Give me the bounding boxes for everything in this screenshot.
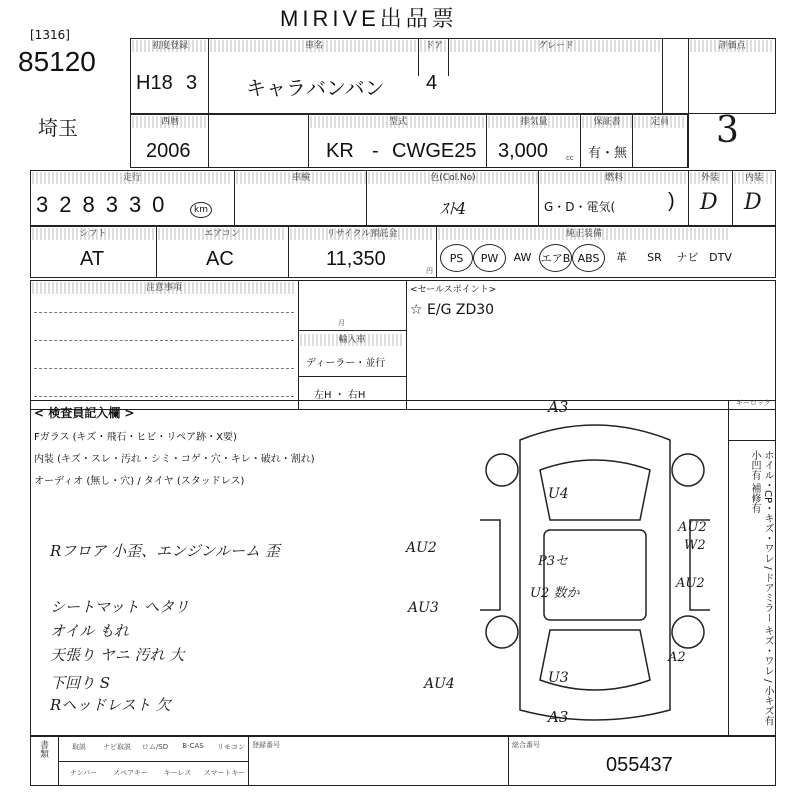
hdr-mileage: 走行 — [32, 172, 232, 184]
diag-roof: U4 — [548, 486, 569, 502]
hdr-first-reg: 初度登録 — [132, 40, 208, 52]
model-prefix: KR — [326, 140, 354, 162]
model-dash: - — [372, 140, 379, 162]
fuel-close-paren: ) — [668, 190, 675, 212]
inspector-line1: Fガラス (キズ・飛石・ヒビ・リペア跡・X要) — [34, 432, 237, 443]
equipment-item: SR — [647, 251, 662, 264]
equipment-item: ABS — [572, 244, 605, 272]
total-label: 総合番号 — [512, 741, 540, 749]
diag-top: A3 — [548, 398, 569, 416]
hdr-notes: 注意事項 — [32, 282, 296, 294]
footer-item: スマートキー — [203, 769, 246, 777]
inspector-line2: 内装 (キズ・スレ・汚れ・シミ・コゲ・穴・キレ・破れ・割れ) — [34, 454, 315, 465]
hdr-exterior: 外装 — [690, 172, 730, 184]
lot-number: 85120 — [18, 46, 96, 77]
car-diagram — [480, 410, 710, 730]
inspector-note: Rヘッドレスト 欠 — [50, 696, 171, 714]
diag-left3: AU4 — [424, 676, 455, 692]
hdr-displacement: 排気量 — [488, 116, 580, 128]
yen-unit: 円 — [426, 267, 433, 275]
import-label: 輸入車 — [300, 334, 404, 346]
hdr-color: 色(Col.No) — [368, 172, 538, 184]
hdr-score: 評価点 — [690, 40, 774, 52]
hdr-capacity: 定員 — [634, 116, 686, 128]
reg-label: 登録番号 — [252, 741, 280, 749]
diag-right2: AU2 — [676, 576, 705, 591]
inspector-note: オイル もれ — [50, 622, 130, 640]
year-value: 2006 — [146, 140, 191, 162]
sales-point-text: ☆ E/G ZD30 — [410, 302, 495, 318]
recycle-value: 11,350 — [326, 248, 386, 270]
footer-docs-label: 書類 — [38, 740, 48, 758]
fuel-options: G・D・電気( — [544, 200, 616, 214]
diag-right3: A2 — [668, 650, 686, 665]
footer-item: B-CAS — [182, 742, 204, 750]
hdr-doors: ドア — [420, 40, 448, 52]
interior-value: D — [744, 190, 762, 215]
dealer-label: ディーラー・並行 — [306, 358, 386, 369]
hdr-model-name: 車名 — [210, 40, 418, 52]
hdr-aircon: エアコン — [158, 228, 286, 240]
diag-left2: AU3 — [408, 600, 439, 616]
hdr-recycle: リサイクル預託金 — [290, 228, 434, 240]
equipment-item: PW — [473, 244, 506, 272]
lot-code: [1316] — [30, 28, 70, 42]
footer-item: ロム/SD — [141, 743, 169, 751]
region: 埼玉 — [38, 116, 78, 140]
inspector-note: Rフロア 小歪、エンジンルーム 歪 — [50, 542, 280, 560]
hdr-year: 西暦 — [132, 116, 208, 128]
diag-right1b: W2 — [684, 538, 706, 553]
footer-item: キーレス — [163, 769, 192, 777]
model-code: CWGE25 — [392, 140, 477, 162]
hdr-grade: グレード — [450, 40, 662, 52]
diag-left1: AU2 — [406, 540, 437, 556]
inspector-line3: オーディオ (無し・穴) / タイヤ (スタッドレス) — [34, 476, 245, 487]
diag-rear: U3 — [548, 670, 569, 686]
month-value: 3 — [186, 72, 198, 94]
doors-value: 4 — [426, 72, 438, 94]
month-label: 月 — [338, 319, 345, 327]
total-number: 055437 — [606, 754, 673, 776]
footer-item: リモコン — [217, 743, 245, 751]
hdr-chassis: 車検 — [236, 172, 366, 184]
hdr-model-designation: 型式 — [310, 116, 486, 128]
inspector-title: < 検査員記入欄 > — [34, 406, 135, 420]
hdr-equipment: 純正装備 — [438, 228, 730, 240]
warranty-value: 有・無 — [588, 146, 628, 161]
equipment-item: DTV — [709, 251, 732, 264]
diag-center: P3セ — [538, 554, 569, 569]
equipment-item: AW — [513, 251, 532, 264]
inspector-note: 天張り ヤニ 汚れ 大 — [50, 646, 185, 664]
inspector-note: シートマット へタリ — [50, 598, 190, 616]
footer-item: スペアキー — [113, 769, 148, 777]
footer-item: 取説 — [72, 743, 86, 751]
diag-center2: U2 数か — [530, 586, 580, 601]
footer-item: ナンバー — [69, 769, 98, 777]
exterior-value: D — [700, 190, 718, 215]
hdr-shift: シフト — [32, 228, 154, 240]
inspector-note: 下回り S — [50, 674, 111, 692]
equipment-item: PS — [440, 244, 473, 272]
hdr-interior: 内装 — [734, 172, 774, 184]
equipment-item: ナビ — [676, 251, 699, 264]
seat-check-header: ギーロック — [736, 399, 771, 407]
equipment-item: 革 — [616, 251, 627, 264]
hdr-fuel: 燃料 — [540, 172, 688, 184]
handle-label: 左H ・ 右H — [314, 390, 366, 401]
diag-bottom: A3 — [548, 708, 569, 726]
displacement-value: 3,000 — [498, 140, 549, 162]
score-value: 3 — [716, 110, 739, 151]
mileage-value: 328330 — [36, 192, 176, 217]
cc-unit: cc — [566, 154, 574, 162]
side-legend: ホイル・CP・キズ・ワレ / ドアミラー キズ・ワレ / 小キズ有 小凹有 補修有 — [749, 450, 773, 726]
color-code: ｽﾄ4 — [440, 199, 467, 218]
footer-item: ナビ取説 — [103, 743, 131, 751]
equipment-item: エアB — [539, 244, 572, 272]
hdr-warranty: 保証書 — [582, 116, 632, 128]
shift-value: AT — [80, 248, 105, 270]
form-title: MIRIVE出品票 — [280, 6, 458, 31]
diag-right1: AU2 — [678, 520, 707, 535]
aircon-value: AC — [206, 248, 234, 270]
km-unit: km — [190, 202, 212, 218]
car-name-value: キャラバンバン — [246, 78, 385, 100]
sales-point-header: <セールスポイント> — [410, 285, 497, 295]
era-value: H18 — [136, 72, 173, 94]
